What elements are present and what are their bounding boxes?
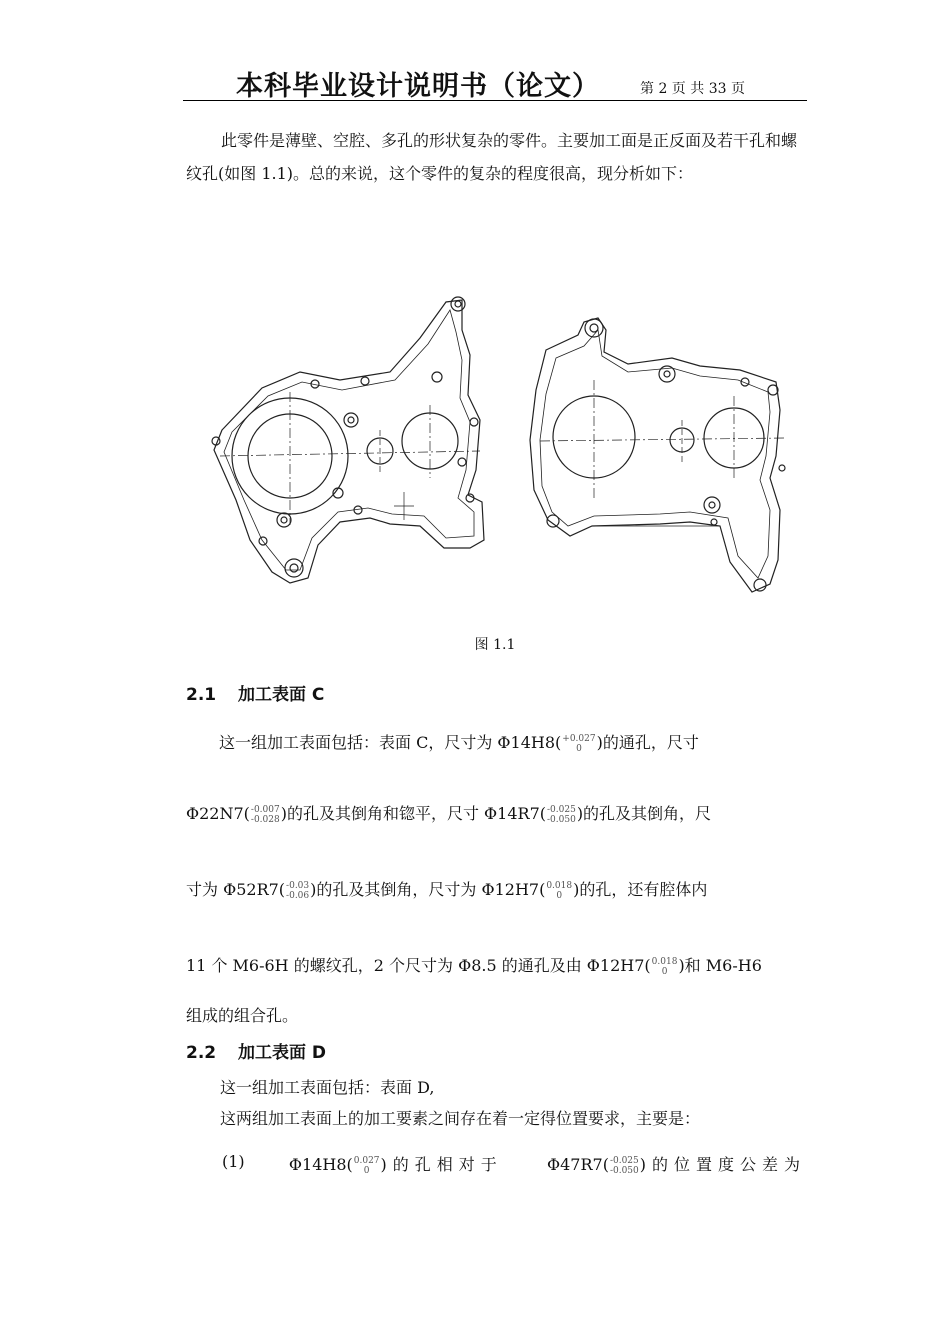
tolerance [547, 805, 576, 825]
text-run: )的通孔，尺寸 [596, 733, 699, 752]
figure-caption: 图 1.1 [474, 637, 516, 653]
intro-paragraph: 此零件是薄壁、空腔、多孔的形状复杂的零件。主要加工面是正反面及若干孔和螺纹孔(如图 1.1)。总的来说，这个零件的复杂的程度很高，现分析如下： [186, 131, 798, 183]
tol-upper: 0.018 [546, 880, 573, 891]
requirement-item-1 [222, 1152, 806, 1176]
text-run [219, 730, 699, 754]
tol-upper: -0.025 [547, 804, 576, 815]
text-run: )的孔，还有腔体内 [573, 880, 708, 899]
section-2-2-heading [186, 1038, 326, 1063]
text-run: 寸为 Φ52R7( [186, 880, 286, 899]
text-run: )的孔及其倒角和锪平，尺寸 Φ14R7( [280, 804, 546, 823]
section-title: 加工表面 C [238, 685, 325, 705]
page-number: 第 2 页 共 33 页 [640, 81, 745, 97]
text-run [547, 1152, 806, 1176]
tol-lower: -0.06 [286, 890, 310, 901]
tol-upper: 0.027 [353, 1155, 380, 1166]
section-title: 加工表面 D [238, 1043, 327, 1063]
section-2-2-line-2: 这两组加工表面上的加工要素之间存在着一定得位置要求，主要是： [220, 1109, 701, 1128]
section-2-1-line-4 [186, 953, 806, 977]
section-2-1-line-1 [186, 730, 806, 754]
tol-lower: -0.028 [250, 814, 280, 825]
text-run: Φ14H8( [288, 1155, 353, 1174]
section-2-1-heading [186, 680, 324, 705]
text-run: 这一组加工表面包括：表面 C，尺寸为 Φ14H8( [219, 733, 562, 752]
section-number: 2.2 [186, 1043, 217, 1063]
tol-upper: -0.025 [609, 1155, 639, 1166]
text-run: )和 M6-H6 [678, 956, 762, 975]
section-2-1-line-5: 组成的组合孔。 [186, 1006, 299, 1025]
left-part-view [212, 297, 484, 583]
document-title: 本科毕业设计说明书（论文） [236, 71, 600, 102]
tol-lower: -0.050 [609, 1165, 639, 1176]
tol-upper: +0.027 [562, 733, 596, 744]
tol-upper: 0.018 [651, 956, 678, 967]
text-run: )的位置度公差为 [639, 1155, 806, 1174]
tol-lower: 0 [661, 966, 668, 977]
tolerance [251, 805, 280, 825]
tolerance [610, 1156, 639, 1176]
tol-lower: 0 [363, 1165, 370, 1176]
item-number: (1) [222, 1152, 245, 1171]
section-2-2-line-1: 这一组加工表面包括：表面 D, [220, 1078, 435, 1097]
text-run: Φ47R7( [546, 1155, 609, 1174]
tolerance [546, 881, 572, 901]
tol-lower: -0.050 [547, 814, 576, 825]
text-run: )的孔及其倒角，尺 [576, 804, 712, 823]
text-run: )的孔及其倒角，尺寸为 Φ12H7( [310, 880, 546, 899]
text-run: 11 个 M6-6H 的螺纹孔，2 个尺寸为 Φ8.5 的通孔及由 Φ12H7( [186, 956, 651, 975]
tol-lower: 0 [556, 890, 563, 901]
text-run: Φ22N7( [186, 804, 250, 823]
tolerance [562, 734, 595, 754]
tolerance [652, 957, 678, 977]
tolerance [286, 881, 309, 901]
right-part-view [530, 318, 785, 592]
text-run: )的孔相对于 [380, 1155, 503, 1174]
section-2-1-line-2 [186, 801, 806, 825]
tol-upper: -0.007 [250, 804, 280, 815]
section-2-1-line-3 [186, 877, 806, 901]
tol-lower: 0 [576, 743, 582, 754]
tolerance [354, 1156, 380, 1176]
text-run [289, 1152, 503, 1176]
tol-upper: -0.03 [286, 880, 310, 891]
section-number: 2.1 [186, 685, 217, 705]
